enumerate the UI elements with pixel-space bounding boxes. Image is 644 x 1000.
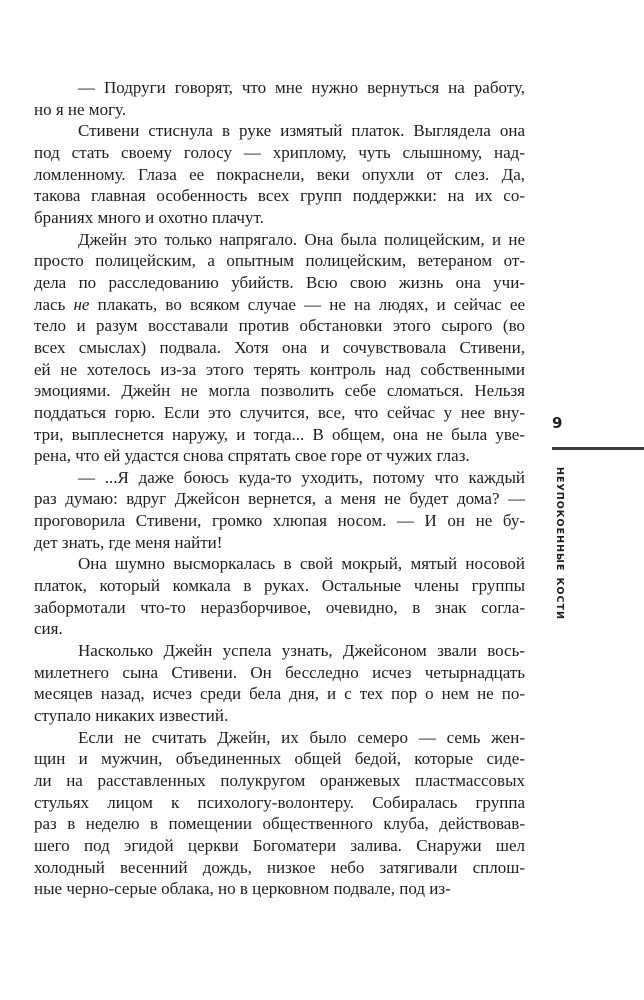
- text-line: Насколько Джейн успела узнать, Джейсоном звали вось-: [78, 641, 525, 661]
- text-line: Стивени стиснула в руке измятый платок. Выглядела она: [78, 121, 525, 141]
- text-line: ей не хотелось из-за этого терять контроль над собственными: [34, 359, 525, 379]
- text-line: — Подруги говорят, что мне нужно вернуться на работу,: [78, 78, 525, 97]
- text-line: Джейн это только напрягало. Она была полицейским, и не: [78, 229, 525, 249]
- text-line: раз думаю: вдруг Джейсон вернется, а меня не будет дома? —: [34, 489, 525, 509]
- text-line: ные черно-серые облака, но в церковном подвале, под из-: [34, 879, 451, 899]
- text-line: ли на расставленных полукругом оранжевых пластмассовых: [34, 771, 525, 790]
- text-line: ломленному. Глаза ее покраснели, веки опухли от слез. Да,: [34, 164, 525, 184]
- text-line: проговорила Стивени, громко хлюпая носом. — И он не бу-: [34, 511, 525, 531]
- text-line: лась не плакать, во всяком случае — не на людях, и сейчас ее: [34, 294, 526, 314]
- text-line: просто полицейским, а опытным полицейским, ветераном от-: [34, 251, 525, 271]
- text-line: дет знать, где меня найти!: [34, 532, 223, 552]
- text-line: такова главная особенность всех групп поддержки: на их со-: [34, 186, 525, 206]
- text-line: стульях лицом к психологу-волонтеру. Собиралась группа: [34, 792, 525, 812]
- text-line: платок, который комкала в руках. Остальные члены группы: [34, 576, 525, 596]
- text-line: всех смыслах) подвала. Хотя она и сочувствовала Стивени,: [34, 337, 525, 357]
- text-line: тело и разум восставали против обстановки этого сырого (во: [34, 316, 525, 336]
- text-line: шего под эгидой церкви Богоматери залива. Снаружи шел: [34, 835, 525, 855]
- text-line: но я не могу.: [34, 99, 127, 119]
- text-line: рена, что ей удастся снова спрятать свое горе от чужих глаз.: [34, 446, 470, 466]
- text-line: забормотали что-то неразборчивое, очевидно, в знак согла-: [34, 597, 525, 617]
- text-line: Если не считать Джейн, их было семеро — семь жен-: [78, 727, 525, 747]
- text-line: под стать своему голосу — хриплому, чуть слышному, над-: [34, 142, 525, 162]
- text-line: эмоциями. Джейн не могла позволить себе сломаться. Нельзя: [34, 381, 525, 401]
- text-line: месяцев назад, исчез среди бела дня, и с тех пор о нем не по-: [34, 684, 525, 704]
- book-title-vertical: НЕУПОКОЕННЫЕ КОСТИ: [554, 467, 565, 620]
- text-line: Она шумно высморкалась в свой мокрый, мятый носовой: [78, 554, 525, 574]
- body-text: [34, 77, 525, 900]
- text-line: браниях много и охотно плачут.: [34, 207, 264, 227]
- text-line: дела по расследованию убийств. Всю свою жизнь она учи-: [34, 272, 525, 292]
- page-number: 9: [552, 414, 563, 432]
- sidebar-rule: [552, 447, 644, 450]
- text-line: щин и мужчин, объединенных общей бедой, которые сиде-: [34, 749, 525, 769]
- text-line: холодный весенний дождь, низкое небо затягивали сплош-: [34, 857, 525, 877]
- text-line: сия.: [34, 619, 63, 639]
- text-line: поддаться горю. Если это случится, все, что сейчас у нее вну-: [34, 402, 525, 422]
- text-line: раз в неделю в помещении общественного клуба, действовав-: [34, 814, 525, 834]
- text-line: — ...Я даже боюсь куда-то уходить, потому что каждый: [78, 467, 525, 487]
- text-line: три, выплеснется наружу, и тогда... В общем, она не была уве-: [34, 424, 525, 444]
- text-line: ступало никаких известий.: [34, 706, 229, 726]
- text-line: милетнего сына Стивени. Он бесследно исчез четырнадцать: [34, 662, 525, 682]
